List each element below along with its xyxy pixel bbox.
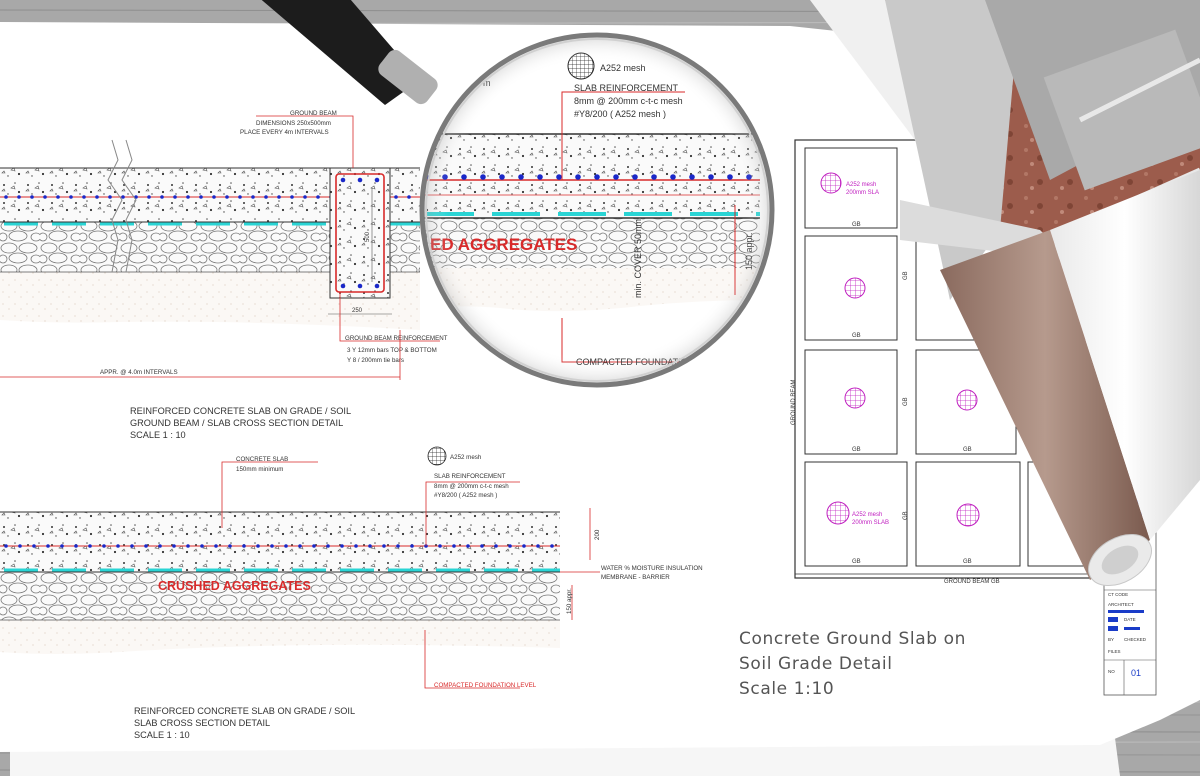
tb-code: CT CODE [1108, 592, 1129, 597]
rebar-dot [121, 195, 125, 199]
rebar-dot [396, 544, 400, 548]
caption-line3: Scale 1:10 [739, 679, 835, 699]
ground-beam-title: GROUND BEAM [290, 110, 337, 117]
rebar-dot [130, 544, 134, 548]
rebar-dot [74, 544, 78, 548]
rebar-dot [410, 544, 414, 548]
moisture-line2: MEMBRANE - BARRIER [601, 574, 670, 581]
rebar-dot [173, 195, 177, 199]
rebar-dot [270, 544, 274, 548]
rebar-dot [438, 544, 442, 548]
plan-mesh-slab-1: 200mm SLA [846, 190, 880, 196]
concrete-slab-min: 150mm minimum [236, 466, 284, 473]
bottom-slab-reinf-line1: 8mm @ 200mm c-t-c mesh [434, 483, 509, 490]
bottom-mesh-label: A252 mesh [450, 454, 482, 461]
plan-mesh-label-2: A252 mesh [852, 512, 883, 518]
rebar-dot [394, 195, 398, 199]
top-title-line3: SCALE 1 : 10 [130, 430, 186, 440]
rebar-dot [17, 195, 21, 199]
plan-ground-beam-bottom: GROUND BEAM GB [944, 579, 1000, 585]
rebar-dot [95, 195, 99, 199]
rebar-dot [228, 544, 232, 548]
rebar-dot [242, 544, 246, 548]
rebar-dot [368, 544, 372, 548]
beam-reinf-line1: 3 Y 12mm bars TOP & BOTTOM [347, 347, 437, 354]
rebar-dot [108, 195, 112, 199]
rebar-dot [550, 544, 554, 548]
caption-line1: Concrete Ground Slab on [739, 629, 967, 649]
rebar-dot [340, 544, 344, 548]
beam-width-dim: 250 [352, 308, 363, 314]
rebar-dot [264, 195, 268, 199]
plan-gb-1: GB [852, 222, 861, 228]
plan-gb-8: GB [903, 511, 909, 520]
rebar-dot [354, 544, 358, 548]
rebar-dot [56, 195, 60, 199]
rebar-dot [30, 195, 34, 199]
beam-reinf-line2: Y 8 / 200mm tie bars [347, 357, 404, 364]
ground-beam [330, 168, 390, 298]
rebar-dot [225, 195, 229, 199]
rebar-dot [508, 544, 512, 548]
mesh-symbol-bottom [428, 447, 446, 465]
rebar-dot [102, 544, 106, 548]
tb-architect: ARCHITECT [1108, 602, 1134, 607]
plan-gb-3: GB [903, 271, 909, 280]
top-title-line1: REINFORCED CONCRETE SLAB ON GRADE / SOIL [130, 406, 352, 416]
ground-beam-dims: DIMENSIONS 250x500mm [256, 120, 331, 127]
beam-height-dim: 500 [365, 231, 371, 242]
tb-files: FILES [1108, 649, 1121, 654]
rebar-dot [536, 544, 540, 548]
rebar-dot [326, 544, 330, 548]
plan-gb-2: GB [852, 333, 861, 339]
rebar-dot [147, 195, 151, 199]
top-title-line2: GROUND BEAM / SLAB CROSS SECTION DETAIL [130, 418, 344, 428]
plan-gb-4: GB [852, 447, 861, 453]
tb-number-label: NO [1108, 669, 1115, 674]
plan-mesh-slab-2: 200mm SLAB [852, 520, 890, 526]
rebar-dot [18, 544, 22, 548]
rebar-dot [82, 195, 86, 199]
thickness-dim: 200 [594, 529, 601, 540]
rebar-dot [199, 195, 203, 199]
plan-mesh-label-1: A252 mesh [846, 182, 877, 188]
tb-checked: CHECKED [1124, 637, 1147, 642]
concrete-slab-title: CONCRETE SLAB [236, 456, 289, 463]
caption [739, 627, 966, 702]
rebar-dot [200, 544, 204, 548]
beam-reinf-title: GROUND BEAM REINFORCEMENT [345, 335, 448, 342]
plan-ground-beam-side: GROUND BEAM [791, 379, 797, 425]
rebar-dot [316, 195, 320, 199]
plan-gb-7: GB [852, 559, 861, 565]
plan-gb-6: GB [963, 447, 972, 453]
rebar-dot [186, 195, 190, 199]
tb-by: BY [1108, 637, 1115, 642]
rebar-dot [69, 195, 73, 199]
bottom-slab-reinf-line2: #Y8/200 ( A252 mesh ) [434, 492, 498, 499]
rebar-dot [407, 195, 411, 199]
rebar-dot [4, 195, 8, 199]
rebar-dot [290, 195, 294, 199]
rebar-dot [116, 544, 120, 548]
tb-sheet-number: 01 [1131, 668, 1142, 678]
moisture-line1: WATER % MOISTURE INSULATION [601, 565, 703, 572]
bottom-title-line1: REINFORCED CONCRETE SLAB ON GRADE / SOIL [134, 706, 356, 716]
rebar-dot [32, 544, 36, 548]
rebar-dot [158, 544, 162, 548]
rebar-dot [298, 544, 302, 548]
rebar-dot [303, 195, 307, 199]
bottom-appr: 150 appr. [566, 588, 573, 614]
rebar-dot [466, 544, 470, 548]
tb-date: DATE [1124, 617, 1136, 622]
rebar-dot [212, 195, 216, 199]
rebar-dot [46, 544, 50, 548]
rebar-dot [382, 544, 386, 548]
bottom-foundation: COMPACTED FOUNDATION LEVEL [434, 682, 537, 689]
bottom-slab-reinf-title: SLAB REINFORCEMENT [434, 473, 506, 480]
rebar-dot [256, 544, 260, 548]
rebar-dot [172, 544, 176, 548]
ground-beam-interval: PLACE EVERY 4m INTERVALS [240, 129, 329, 136]
rebar-dot [251, 195, 255, 199]
plan-gb-5: GB [903, 397, 909, 406]
rebar-dot [160, 195, 164, 199]
bottom-title-line2: SLAB CROSS SECTION DETAIL [134, 718, 271, 728]
rebar-dot [144, 544, 148, 548]
interval-label: APPR. @ 4.0m INTERVALS [100, 369, 178, 376]
caption-line2: Soil Grade Detail [739, 654, 893, 674]
rebar-dot [277, 195, 281, 199]
rebar-dot [284, 544, 288, 548]
rebar-dot [88, 544, 92, 548]
rebar-dot [494, 544, 498, 548]
plan-gb-9: GB [963, 559, 972, 565]
rebar-dot [452, 544, 456, 548]
rebar-dot [480, 544, 484, 548]
rebar-dot [522, 544, 526, 548]
rebar-dot [60, 544, 64, 548]
bottom-title-line3: SCALE 1 : 10 [134, 730, 190, 740]
rebar-dot [214, 544, 218, 548]
rebar-dot [312, 544, 316, 548]
rebar-dot [4, 544, 8, 548]
rebar-dot [238, 195, 242, 199]
rebar-dot [43, 195, 47, 199]
rebar-dot [186, 544, 190, 548]
bottom-aggregates: CRUSHED AGGREGATES [158, 579, 311, 593]
